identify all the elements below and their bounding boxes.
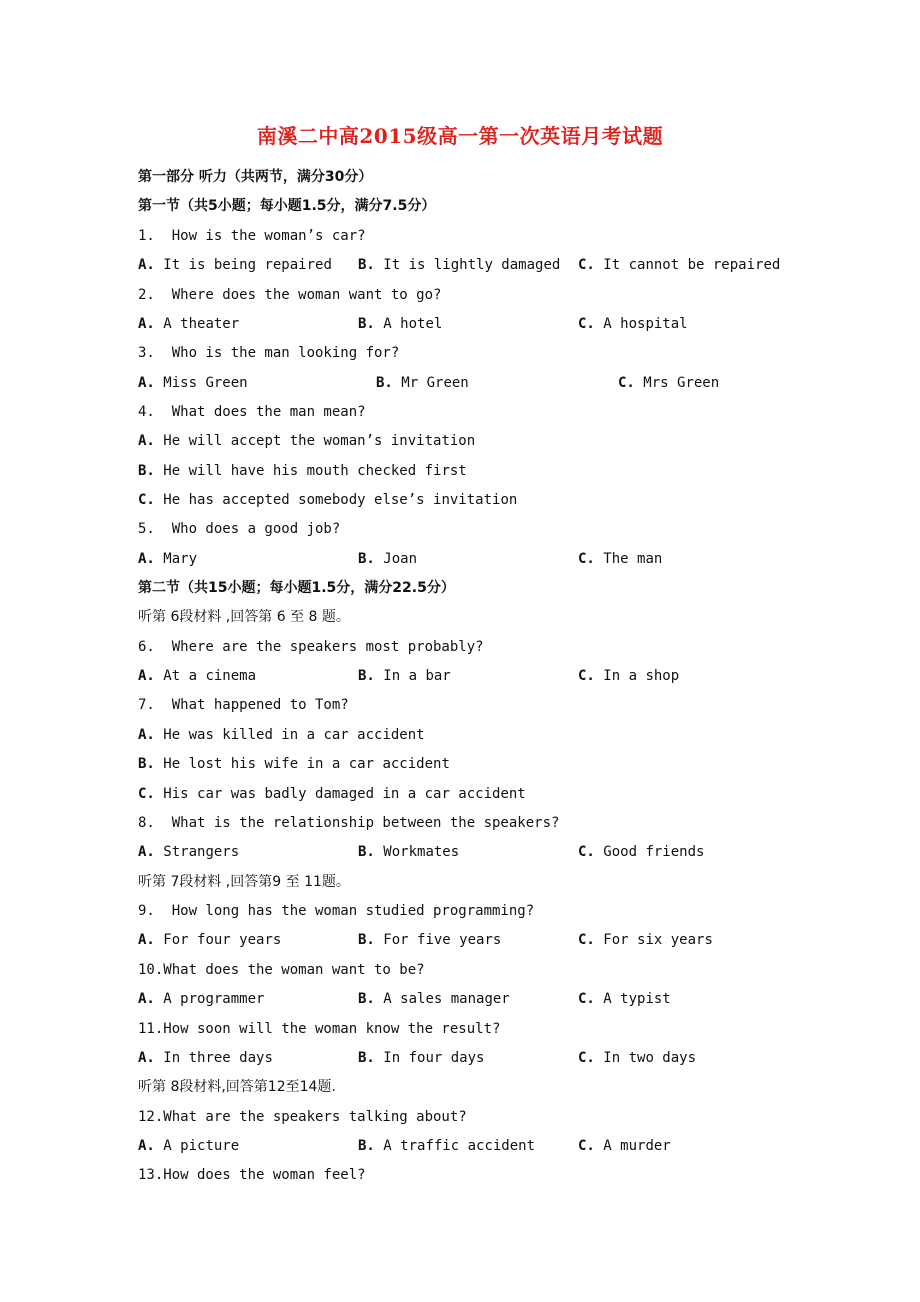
exam-title: 南溪二中高2015级高一第一次英语月考试题 xyxy=(256,124,664,148)
question-7: 7. What happened to Tom? xyxy=(138,697,349,713)
options-10: A. A programmer B. A sales manager C. A typist xyxy=(138,991,671,1007)
part-heading: 第一部分 听力（共两节，满分30分） xyxy=(138,169,373,185)
option-7b: B. He lost his wife in a car accident xyxy=(138,756,450,772)
options-3: A. Miss Green B. Mr Green C. Mrs Green xyxy=(138,375,720,391)
question-11: 11.How soon will the woman know the result? xyxy=(138,1021,501,1037)
section-heading: 第一节（共5小题；每小题1.5分，满分7.5分） xyxy=(138,198,436,214)
question-5: 5. Who does a good job? xyxy=(138,521,341,537)
instruction-note: 听第 8段材料,回答第12至14题. xyxy=(138,1079,336,1095)
question-8: 8. What is the relationship between the speakers? xyxy=(138,815,560,831)
instruction-note: 听第 6段材料 ,回答第 6 至 8 题。 xyxy=(138,609,350,625)
question-3: 3. Who is the man looking for? xyxy=(138,345,400,361)
option-7c: C. His car was badly damaged in a car accident xyxy=(138,786,526,802)
options-2: A. A theater B. A hotel C. A hospital xyxy=(138,316,688,332)
question-6: 6. Where are the speakers most probably? xyxy=(138,639,484,655)
options-6: A. At a cinema B. In a bar C. In a shop xyxy=(138,668,680,684)
option-4b: B. He will have his mouth checked first xyxy=(138,463,467,479)
options-5: A. Mary B. Joan C. The man xyxy=(138,551,663,567)
question-13: 13.How does the woman feel? xyxy=(138,1167,366,1183)
instruction-note: 听第 7段材料 ,回答第9 至 11题。 xyxy=(138,874,350,890)
question-4: 4. What does the man mean? xyxy=(138,404,366,420)
options-1: A. It is being repaired B. It is lightly damaged C. It cannot be repaired xyxy=(138,257,781,273)
question-12: 12.What are the speakers talking about? xyxy=(138,1109,467,1125)
question-1: 1. How is the woman’s car? xyxy=(138,228,366,244)
question-9: 9. How long has the woman studied programming? xyxy=(138,903,535,919)
section-heading: 第二节（共15小题；每小题1.5分，满分22.5分） xyxy=(138,580,455,596)
options-12: A. A picture B. A traffic accident C. A murder xyxy=(138,1138,671,1154)
options-11: A. In three days B. In four days C. In two days xyxy=(138,1050,697,1066)
question-10: 10.What does the woman want to be? xyxy=(138,962,425,978)
options-9: A. For four years B. For five years C. For six years xyxy=(138,932,713,948)
question-2: 2. Where does the woman want to go? xyxy=(138,287,442,303)
option-4c: C. He has accepted somebody else’s invitation xyxy=(138,492,518,508)
option-7a: A. He was killed in a car accident xyxy=(138,727,425,743)
option-4a: A. He will accept the woman’s invitation xyxy=(138,433,476,449)
options-8: A. Strangers B. Workmates C. Good friends xyxy=(138,844,705,860)
